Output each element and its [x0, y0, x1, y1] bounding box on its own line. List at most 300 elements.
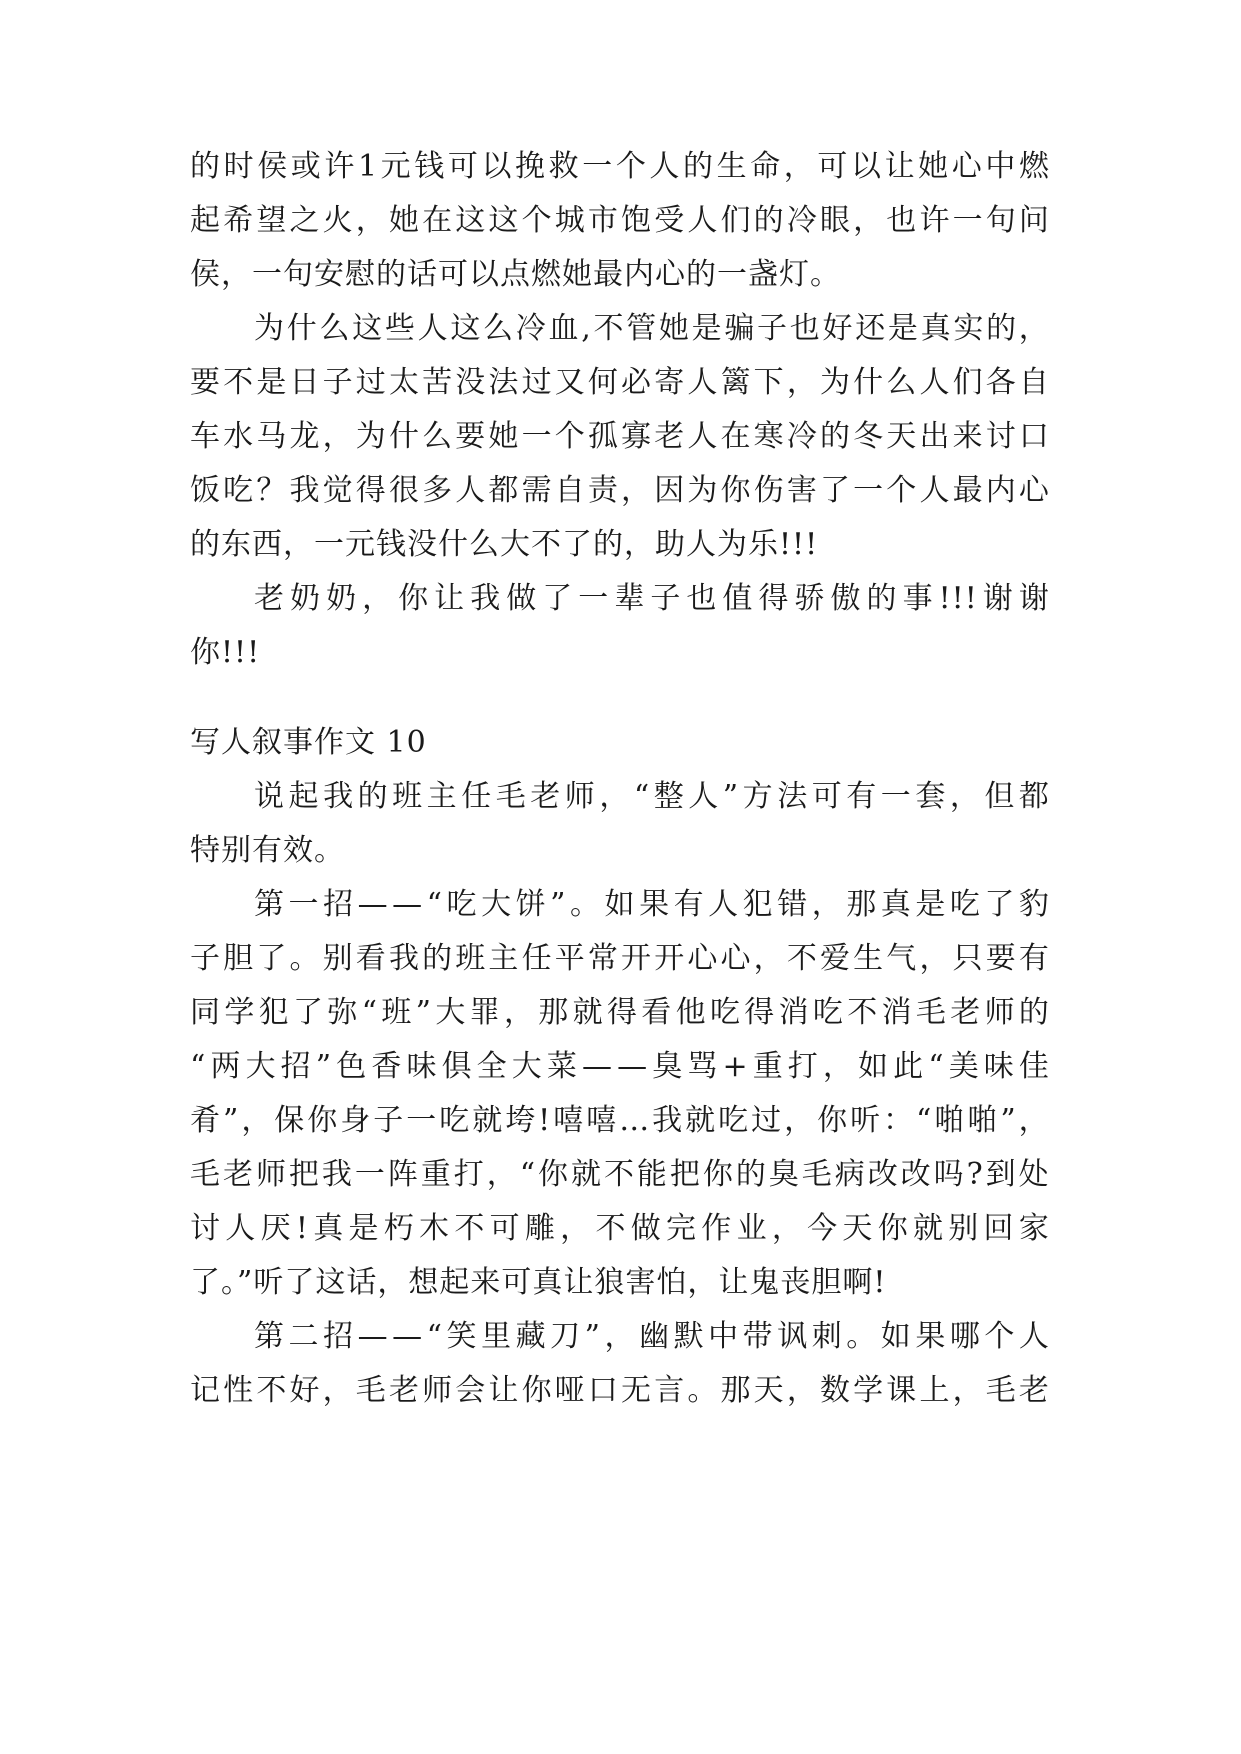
glyph: 傲: [830, 581, 862, 616]
glyph: 她: [658, 311, 690, 346]
glyph: —: [392, 887, 424, 922]
glyph: 言: [654, 1373, 686, 1408]
glyph: 俱: [441, 1049, 473, 1084]
glyph: 家: [1018, 1211, 1050, 1246]
glyph: 孤: [587, 419, 619, 454]
glyph: 过: [751, 1103, 783, 1138]
glyph: ”: [415, 995, 432, 1030]
glyph: 不: [603, 1157, 635, 1192]
glyph: 吃: [812, 995, 844, 1030]
text-line: [190, 1145, 1050, 1205]
glyph: 哪: [949, 1319, 981, 1354]
glyph: 毛: [801, 1157, 833, 1192]
glyph: 大: [511, 1049, 543, 1084]
glyph: 你: [307, 1103, 339, 1138]
glyph: 可: [811, 779, 843, 814]
glyph: 一: [578, 581, 610, 616]
glyph: ，: [621, 473, 653, 508]
glyph: 人: [225, 1211, 257, 1246]
glyph: 此: [893, 1049, 925, 1084]
glyph: 们: [720, 203, 752, 238]
glyph: 刺: [811, 1319, 843, 1354]
glyph: 就: [472, 1103, 504, 1138]
glyph: 讽: [777, 1319, 809, 1354]
glyph: 班: [381, 995, 413, 1030]
glyph: 都: [488, 473, 520, 508]
glyph: 为: [687, 473, 719, 508]
glyph: 有: [673, 887, 705, 922]
glyph: ，: [1018, 1103, 1050, 1138]
glyph: 笑: [446, 1319, 478, 1354]
glyph: 美: [948, 1049, 980, 1084]
glyph: 口: [1018, 419, 1050, 454]
glyph: 也: [886, 203, 918, 238]
glyph: 些: [384, 311, 416, 346]
glyph: ，: [853, 203, 885, 238]
glyph: 业: [736, 1211, 768, 1246]
glyph: 把: [288, 1157, 320, 1192]
glyph: 二: [288, 1319, 320, 1354]
glyph: 味: [983, 1049, 1015, 1084]
glyph: 冬: [853, 419, 885, 454]
glyph: 色: [336, 1049, 368, 1084]
glyph: “: [928, 1049, 945, 1084]
glyph: 望: [256, 203, 288, 238]
glyph: 臭: [652, 1049, 684, 1084]
text-line: [190, 929, 1050, 989]
glyph: 第: [254, 1319, 285, 1354]
glyph: ，: [952, 1373, 984, 1408]
glyph: 不: [786, 941, 818, 976]
text-line: [190, 1091, 1050, 1151]
glyph: 一: [880, 779, 912, 814]
glyph: ，: [560, 1211, 592, 1246]
glyph: 如: [604, 887, 636, 922]
glyph: 你: [521, 1373, 553, 1408]
glyph: 能: [636, 1157, 668, 1192]
glyph: “: [190, 1049, 207, 1084]
glyph: ，: [822, 1049, 854, 1084]
glyph: 市: [587, 203, 619, 238]
glyph: 人: [1018, 1319, 1050, 1354]
paragraph-first-line: [190, 875, 1050, 935]
glyph: 你: [702, 1157, 734, 1192]
glyph: 人: [417, 311, 449, 346]
glyph: 辈: [614, 581, 646, 616]
glyph: 中: [708, 1319, 740, 1354]
glyph: 寄: [654, 365, 686, 400]
glyph: 可: [447, 149, 479, 184]
glyph: 听: [850, 1103, 882, 1138]
glyph: ，: [784, 1103, 816, 1138]
glyph: —: [617, 1049, 649, 1084]
glyph: 改: [867, 1157, 899, 1192]
glyph: 嘻: [553, 1103, 585, 1138]
glyph: 毛: [355, 1373, 387, 1408]
glyph: ，: [322, 1373, 354, 1408]
glyph: 有: [846, 779, 878, 814]
glyph: 都: [1018, 779, 1050, 814]
glyph: 吃: [718, 1103, 750, 1138]
glyph: 重: [420, 1157, 452, 1192]
glyph: 班: [392, 779, 424, 814]
glyph: 眼: [819, 203, 851, 238]
glyph: ，: [322, 419, 354, 454]
glyph: 的: [1018, 995, 1050, 1030]
glyph: 保: [274, 1103, 306, 1138]
glyph: 1: [357, 149, 379, 184]
glyph: 会: [455, 1373, 487, 1408]
glyph: 过: [521, 365, 553, 400]
glyph: 了: [292, 995, 324, 1030]
glyph: 因: [654, 473, 686, 508]
glyph: 人: [687, 365, 719, 400]
glyph: 果: [915, 1319, 947, 1354]
glyph: 许: [324, 149, 356, 184]
glyph: 大: [481, 887, 513, 922]
glyph: 讨: [985, 419, 1017, 454]
glyph: 太: [388, 365, 420, 400]
glyph: 子: [373, 1103, 405, 1138]
glyph: 吗: [933, 1157, 965, 1192]
glyph: 班: [455, 941, 487, 976]
glyph: 天: [842, 1211, 874, 1246]
text-line: 的东西，一元钱没什么大不了的，助人为乐!!!: [190, 527, 819, 562]
glyph: 老: [950, 995, 982, 1030]
glyph: 天: [886, 419, 918, 454]
glyph: 你: [817, 1103, 849, 1138]
glyph: 大: [245, 1049, 277, 1084]
glyph: 挽: [515, 149, 547, 184]
glyph: 性: [223, 1373, 255, 1408]
glyph: ，: [771, 1211, 803, 1246]
glyph: 个: [615, 149, 647, 184]
glyph: 一: [521, 419, 553, 454]
glyph: 不: [593, 311, 625, 346]
glyph: 藏: [515, 1319, 547, 1354]
glyph: 罪: [469, 995, 501, 1030]
glyph: ”: [222, 1103, 240, 1138]
glyph: 不: [223, 365, 255, 400]
glyph: ，: [241, 1103, 273, 1138]
glyph: 火: [322, 203, 354, 238]
text-line: 了。”听了这话，想起来可真让狼害怕，让鬼丧胆啊!: [190, 1265, 887, 1300]
glyph: 苦: [422, 365, 454, 400]
glyph: 问: [1018, 203, 1050, 238]
section-heading: 写人叙事作文 10: [190, 725, 427, 760]
glyph: 或: [290, 149, 322, 184]
glyph: 我: [470, 581, 502, 616]
glyph: 只: [952, 941, 984, 976]
glyph: 还: [855, 311, 887, 346]
glyph: 不: [847, 995, 879, 1030]
glyph: …: [619, 1103, 651, 1138]
glyph: 香: [371, 1049, 403, 1084]
glyph: 在: [422, 203, 454, 238]
glyph: 个: [886, 473, 918, 508]
glyph: 毛: [190, 1157, 221, 1192]
glyph: “: [426, 1319, 443, 1354]
glyph: —: [392, 1319, 424, 1354]
glyph: 无: [621, 1373, 653, 1408]
glyph: 也: [686, 581, 718, 616]
glyph: 一: [406, 1103, 438, 1138]
glyph: ，: [783, 149, 815, 184]
glyph: 过: [355, 365, 387, 400]
glyph: 没: [455, 365, 487, 400]
glyph: 木: [419, 1211, 451, 1246]
text-line: [190, 1037, 1050, 1097]
glyph: 子: [650, 581, 682, 616]
glyph: 人: [919, 365, 951, 400]
glyph: 希: [223, 203, 255, 238]
glyph: 的: [357, 779, 389, 814]
glyph: ”: [550, 887, 567, 922]
glyph: 朽: [383, 1211, 415, 1246]
glyph: 把: [669, 1157, 701, 1192]
glyph: 实: [953, 311, 985, 346]
glyph: 打: [787, 1049, 819, 1084]
glyph: 这: [352, 311, 384, 346]
glyph: 饱: [621, 203, 653, 238]
glyph: 钱: [414, 149, 446, 184]
glyph: 吃: [949, 887, 981, 922]
glyph: ，: [486, 1157, 518, 1192]
glyph: 冷: [786, 203, 818, 238]
glyph: 数: [819, 1373, 851, 1408]
glyph: 你: [398, 581, 430, 616]
glyph: 做: [630, 1211, 662, 1246]
glyph: 看: [641, 995, 673, 1030]
glyph: 日: [289, 365, 321, 400]
glyph: 什: [853, 365, 885, 400]
glyph: 谢: [1018, 581, 1050, 616]
glyph: 个: [984, 1319, 1016, 1354]
glyph: 吃: [446, 887, 478, 922]
glyph: 爱: [819, 941, 851, 976]
glyph: ：: [883, 1103, 915, 1138]
glyph: 吃: [223, 473, 255, 508]
glyph: 是: [887, 311, 919, 346]
glyph: 饼: [515, 887, 547, 922]
glyph: 老: [388, 1373, 420, 1408]
glyph: 这: [488, 203, 520, 238]
glyph: 阵: [387, 1157, 419, 1192]
glyph: 血: [548, 311, 580, 346]
glyph: 要: [455, 419, 487, 454]
glyph: 一: [582, 149, 614, 184]
glyph: 以: [850, 149, 882, 184]
glyph: 你: [538, 1157, 569, 1192]
text-line: [190, 407, 1050, 467]
glyph: 我: [652, 1103, 684, 1138]
text-line: [190, 1361, 1050, 1421]
glyph: 套: [915, 779, 947, 814]
glyph: 你: [720, 473, 752, 508]
glyph: 们: [952, 365, 984, 400]
glyph: 肴: [190, 1103, 221, 1138]
glyph: 也: [789, 311, 821, 346]
glyph: 很: [388, 473, 420, 508]
glyph: ，: [786, 1373, 818, 1408]
glyph: 重: [752, 1049, 784, 1084]
glyph: 了: [542, 581, 574, 616]
glyph: !: [538, 1103, 552, 1138]
glyph: 方: [742, 779, 774, 814]
glyph: ”: [315, 1049, 333, 1084]
glyph: 。: [687, 1373, 719, 1408]
glyph: 上: [919, 1373, 951, 1408]
glyph: 师: [984, 995, 1016, 1030]
glyph: 一: [354, 1157, 386, 1192]
glyph: 管: [626, 311, 658, 346]
glyph: 得: [744, 995, 776, 1030]
glyph: 老: [1018, 1373, 1050, 1408]
glyph: 处: [1018, 1157, 1050, 1192]
text-line: [190, 191, 1050, 251]
glyph: 老: [530, 779, 562, 814]
glyph: 气: [886, 941, 918, 976]
glyph: 下: [753, 365, 785, 400]
glyph: 她: [388, 203, 420, 238]
glyph: 老: [222, 1157, 254, 1192]
glyph: 冷: [515, 311, 547, 346]
glyph: 果: [639, 887, 671, 922]
glyph: 要: [985, 941, 1017, 976]
glyph: 那: [720, 1373, 752, 1408]
glyph: 中: [985, 149, 1017, 184]
glyph: 看: [355, 941, 387, 976]
glyph: 犯: [742, 887, 774, 922]
glyph: 她: [918, 149, 950, 184]
glyph: 是: [915, 887, 947, 922]
glyph: 真: [920, 311, 952, 346]
glyph: 心: [687, 941, 719, 976]
glyph: 让: [488, 1373, 520, 1408]
glyph: 胆: [223, 941, 255, 976]
glyph: ，: [599, 779, 631, 814]
glyph: ”: [722, 779, 740, 814]
glyph: ，: [753, 941, 785, 976]
glyph: —: [357, 1319, 389, 1354]
text-line: [190, 137, 1050, 197]
glyph: 寡: [621, 419, 653, 454]
glyph: 让: [884, 149, 916, 184]
glyph: 人: [919, 473, 951, 508]
glyph: 。: [846, 1319, 878, 1354]
glyph: 别: [322, 941, 354, 976]
glyph: 他: [675, 995, 707, 1030]
glyph: 心: [1018, 473, 1050, 508]
glyph: 垮: [505, 1103, 537, 1138]
glyph: 吃: [439, 1103, 471, 1138]
glyph: 师: [255, 1157, 287, 1192]
glyph: 里: [481, 1319, 513, 1354]
glyph: 幽: [639, 1319, 671, 1354]
glyph: 子: [757, 311, 789, 346]
text-line: [190, 353, 1050, 413]
glyph: 寒: [753, 419, 785, 454]
glyph: —: [582, 1049, 613, 1084]
glyph: 了: [984, 887, 1016, 922]
glyph: 最: [952, 473, 984, 508]
text-line: 侯，一句安慰的话可以点燃她最内心的一盏灯。: [190, 257, 841, 292]
glyph: ，: [362, 581, 394, 616]
glyph: “: [916, 1103, 933, 1138]
glyph: ，: [503, 995, 535, 1030]
glyph: 是: [348, 1211, 380, 1246]
glyph: 消: [778, 995, 810, 1030]
glyph: 冷: [786, 419, 818, 454]
glyph: 车: [190, 419, 221, 454]
glyph: 毛: [495, 779, 527, 814]
glyph: 这: [455, 203, 487, 238]
glyph: 今: [807, 1211, 839, 1246]
glyph: 刀: [550, 1319, 582, 1354]
glyph: 弥: [327, 995, 359, 1030]
glyph: 人: [687, 419, 719, 454]
glyph: “: [426, 887, 443, 922]
glyph: 菜: [546, 1049, 578, 1084]
glyph: 招: [280, 1049, 312, 1084]
glyph: 就: [912, 1211, 944, 1246]
glyph: 骂: [687, 1049, 719, 1084]
glyph: 大: [435, 995, 467, 1030]
glyph: 又: [554, 365, 586, 400]
glyph: 为: [819, 365, 851, 400]
glyph: 在: [720, 419, 752, 454]
glyph: 受: [654, 203, 686, 238]
glyph: 何: [587, 365, 619, 400]
glyph: 默: [673, 1319, 705, 1354]
glyph: 人: [649, 149, 681, 184]
glyph: 雕: [524, 1211, 556, 1246]
glyph: 自: [1018, 365, 1050, 400]
glyph: 做: [506, 581, 538, 616]
glyph: 主: [426, 779, 458, 814]
glyph: 讨: [190, 1211, 221, 1246]
glyph: 么: [422, 419, 454, 454]
glyph: 心: [720, 941, 752, 976]
glyph: 有: [1018, 941, 1050, 976]
glyph: 起: [190, 203, 221, 238]
glyph: 记: [190, 1373, 221, 1408]
glyph: ，: [786, 365, 818, 400]
glyph: 生: [853, 941, 885, 976]
glyph: 我: [388, 941, 420, 976]
glyph: 事: [902, 581, 934, 616]
glyph: 好: [822, 311, 854, 346]
glyph: 毛: [985, 1373, 1017, 1408]
glyph: +: [722, 1049, 749, 1084]
glyph: 啪: [967, 1103, 999, 1138]
glyph: 的: [866, 581, 898, 616]
glyph: 就: [570, 1157, 602, 1192]
glyph: 说: [254, 779, 285, 814]
glyph: 个: [521, 203, 553, 238]
glyph: 燃: [1018, 149, 1050, 184]
glyph: 时: [223, 149, 255, 184]
glyph: ，: [949, 779, 981, 814]
glyph: ，: [604, 1319, 636, 1354]
glyph: 学: [853, 1373, 885, 1408]
glyph: 得: [758, 581, 790, 616]
paragraph-first-line: [190, 767, 1050, 827]
glyph: 你: [877, 1211, 909, 1246]
glyph: 子: [322, 365, 354, 400]
glyph: 身: [340, 1103, 372, 1138]
glyph: 可: [817, 149, 849, 184]
